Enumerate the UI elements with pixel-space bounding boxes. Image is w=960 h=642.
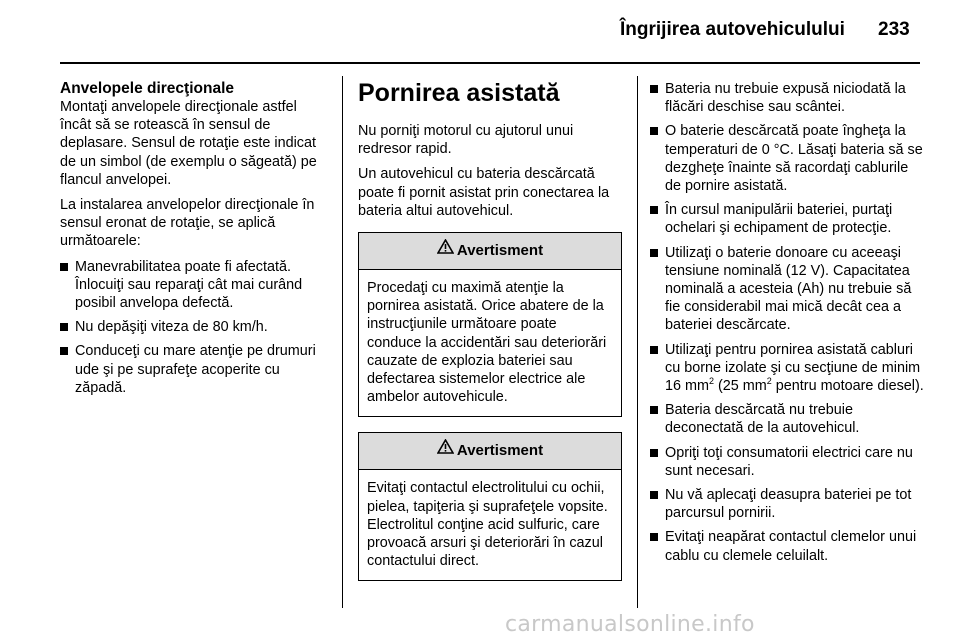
- warning-triangle-icon: [437, 432, 454, 468]
- paragraph: Un autovehicul cu bateria descărcată poate fi pornit asistat prin conectarea la bateria altui autovehicul.: [358, 166, 610, 219]
- column-2: [358, 78, 624, 581]
- list-item: Conduceţi cu mare atenţie pe drumuri ude şi pe suprafeţe acoperite cu zăpadă.: [60, 342, 330, 397]
- warning-header: Avertisment: [359, 433, 621, 470]
- list-item: Nu depăşiţi viteza de 80 km/h.: [60, 318, 330, 336]
- list-item: Bateria nu trebuie expusă niciodată la flăcări deschise sau scântei.: [650, 80, 925, 116]
- list-item: Manevrabilitatea poate fi afectată. Înlocuiţi sau reparaţi cât mai curând posibil anvelopa defectă.: [60, 258, 330, 313]
- paragraph: Montaţi anvelopele direcţionale astfel încât să se rotească în sensul de deplasare. Sensul de rotaţie este indicat de un simbol (de exemplu o săgeată) pe flancul anvelopei.: [60, 99, 317, 188]
- bullet-square-icon: [650, 449, 658, 457]
- warning-header: Avertisment: [359, 233, 621, 270]
- bullet-list: [650, 80, 925, 565]
- warning-text: Evitaţi contactul electrolitului cu ochii, pielea, tapiţeria şi suprafeţele vopsite. Electrolitul conţine acid sulfuric, care provoacă arsuri şi deteriorări în cazul contactului direct.: [367, 480, 608, 570]
- bullet-square-icon: [650, 406, 658, 414]
- column-divider-2: [637, 76, 638, 608]
- page-number: 233: [878, 19, 910, 40]
- bullet-list: [60, 258, 330, 397]
- bullet-square-icon: [60, 323, 68, 331]
- bullet-square-icon: [650, 533, 658, 541]
- column-1: [60, 80, 330, 403]
- list-item: Utilizaţi pentru pornirea asistată cabluri cu borne izolate şi cu secţiune de minim 16 $mm^2$ (25 $mm^2$ pentru motoare diesel).: [650, 341, 925, 396]
- column-3: [650, 80, 925, 571]
- bullet-square-icon: [650, 491, 658, 499]
- warning-box-2: [358, 432, 622, 581]
- header-rule: [60, 62, 920, 64]
- column-divider-1: [342, 76, 343, 608]
- warning-triangle-icon: [437, 232, 454, 268]
- list-item: În cursul manipulării bateriei, purtaţi ochelari şi echipament de protecţie.: [650, 201, 925, 237]
- bullet-square-icon: [650, 127, 658, 135]
- paragraph: La instalarea anvelopelor direcţionale în sensul eronat de rotaţie, se aplică următoarele:: [60, 197, 315, 250]
- section-heading-jump-start: Pornirea asistată: [358, 79, 560, 107]
- bullet-square-icon: [650, 249, 658, 257]
- watermark: carmanualsonline.info: [505, 612, 755, 637]
- bullet-square-icon: [650, 85, 658, 93]
- warning-box-1: [358, 232, 622, 417]
- bullet-square-icon: [650, 206, 658, 214]
- list-item: Utilizaţi o baterie donoare cu aceeaşi tensiune nominală (12 V). Capacitatea nominală a acesteia (Ah) nu trebuie să fie considerabil mai mică decât cea a bateriei descărcate.: [650, 244, 925, 335]
- bullet-square-icon: [60, 347, 68, 355]
- list-item: O baterie descărcată poate îngheţa la temperaturi de 0 °C. Lăsaţi bateria să se dezgheţe înainte să racordaţi cablurile de pornire asistată.: [650, 122, 925, 195]
- warning-text: Procedaţi cu maximă atenţie la pornirea asistată. Orice abatere de la instrucţiunile următoare poate conduce la accidentări sau deteriorări cauzate de explozia bateriei sau defectarea sistemelor electrice ale ambelor autovehicule.: [367, 280, 607, 406]
- list-item: Nu vă aplecaţi deasupra bateriei pe tot parcursul pornirii.: [650, 486, 925, 522]
- bullet-square-icon: [650, 346, 658, 354]
- list-item: Evitaţi neapărat contactul clemelor unui cablu cu clemele celuilalt.: [650, 528, 925, 564]
- list-item: Bateria descărcată nu trebuie deconectată de la autovehicul.: [650, 401, 925, 437]
- section-heading-directional-tyres: Anvelopele direcţionale: [60, 80, 234, 97]
- running-header-title: Îngrijirea autovehiculului: [620, 19, 845, 40]
- bullet-square-icon: [60, 263, 68, 271]
- list-item: Opriţi toţi consumatorii electrici care nu sunt necesari.: [650, 444, 925, 480]
- paragraph: Nu porniţi motorul cu ajutorul unui redresor rapid.: [358, 123, 574, 158]
